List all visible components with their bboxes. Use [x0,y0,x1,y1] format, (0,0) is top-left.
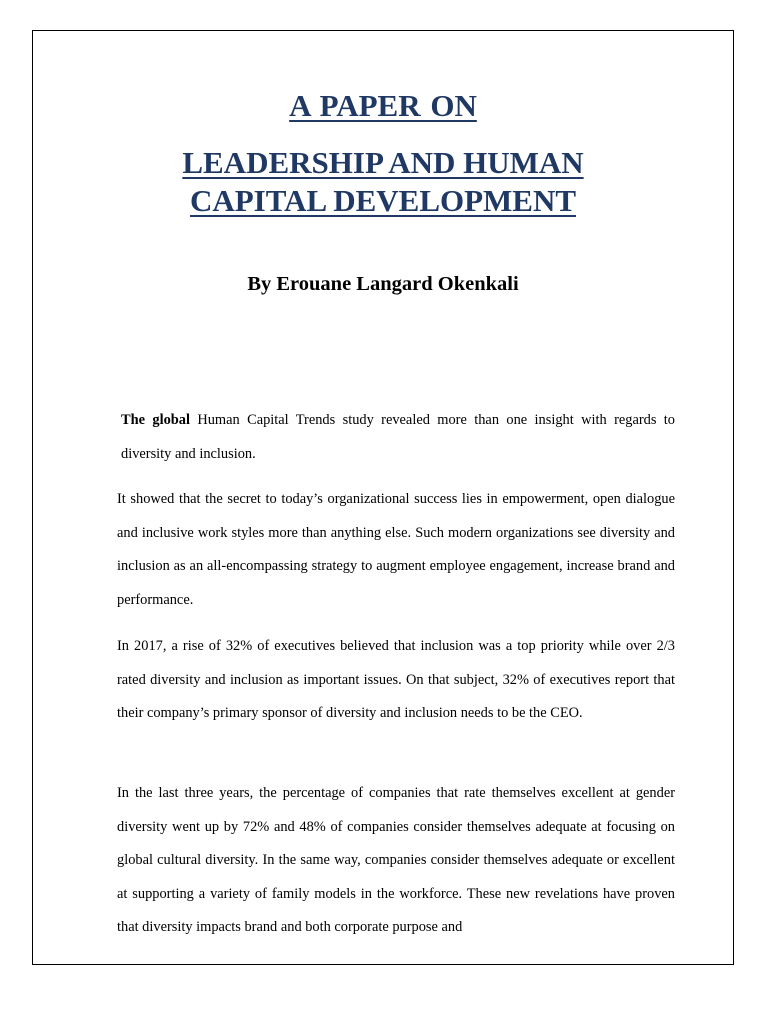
author-byline: By Erouane Langard Okenkali [247,273,519,295]
paragraph-1-text: Human Capital Trends study revealed more than one insight with regards to diversity and inclusion. [121,412,675,462]
title-line-1: A PAPER ON [289,88,477,123]
title-line-3: CAPITAL DEVELOPMENT [189,183,577,218]
paragraph-1-lead: The global [121,412,190,428]
paragraph-2: It showed that the secret to today’s organizational success lies in empowerment, open dialogue and inclusive work styles more than anything else. Such modern organizations see diversity and inclusion as an all-encompassing strategy to augment employee engagement, increase brand and performance. [117,491,675,608]
paragraph-1 [121,404,675,471]
paragraph-4: In the last three years, the percentage of companies that rate themselves excellent at gender diversity went up by 72% and 48% of companies consider themselves adequate at focusing on global cultural diversity. In the same way, companies consider themselves adequate or excellent at supporting a variety of family models in the workforce. These new revelations have proven that diversity impacts brand and both corporate purpose and [117,785,675,936]
title-line-2: LEADERSHIP AND HUMAN [182,145,584,180]
paragraph-3: In 2017, a rise of 32% of executives believed that inclusion was a top priority while over 2/3 rated diversity and inclusion as important issues. On that subject, 32% of executives report that their company’s primary sponsor of diversity and inclusion needs to be the CEO. [117,638,675,722]
